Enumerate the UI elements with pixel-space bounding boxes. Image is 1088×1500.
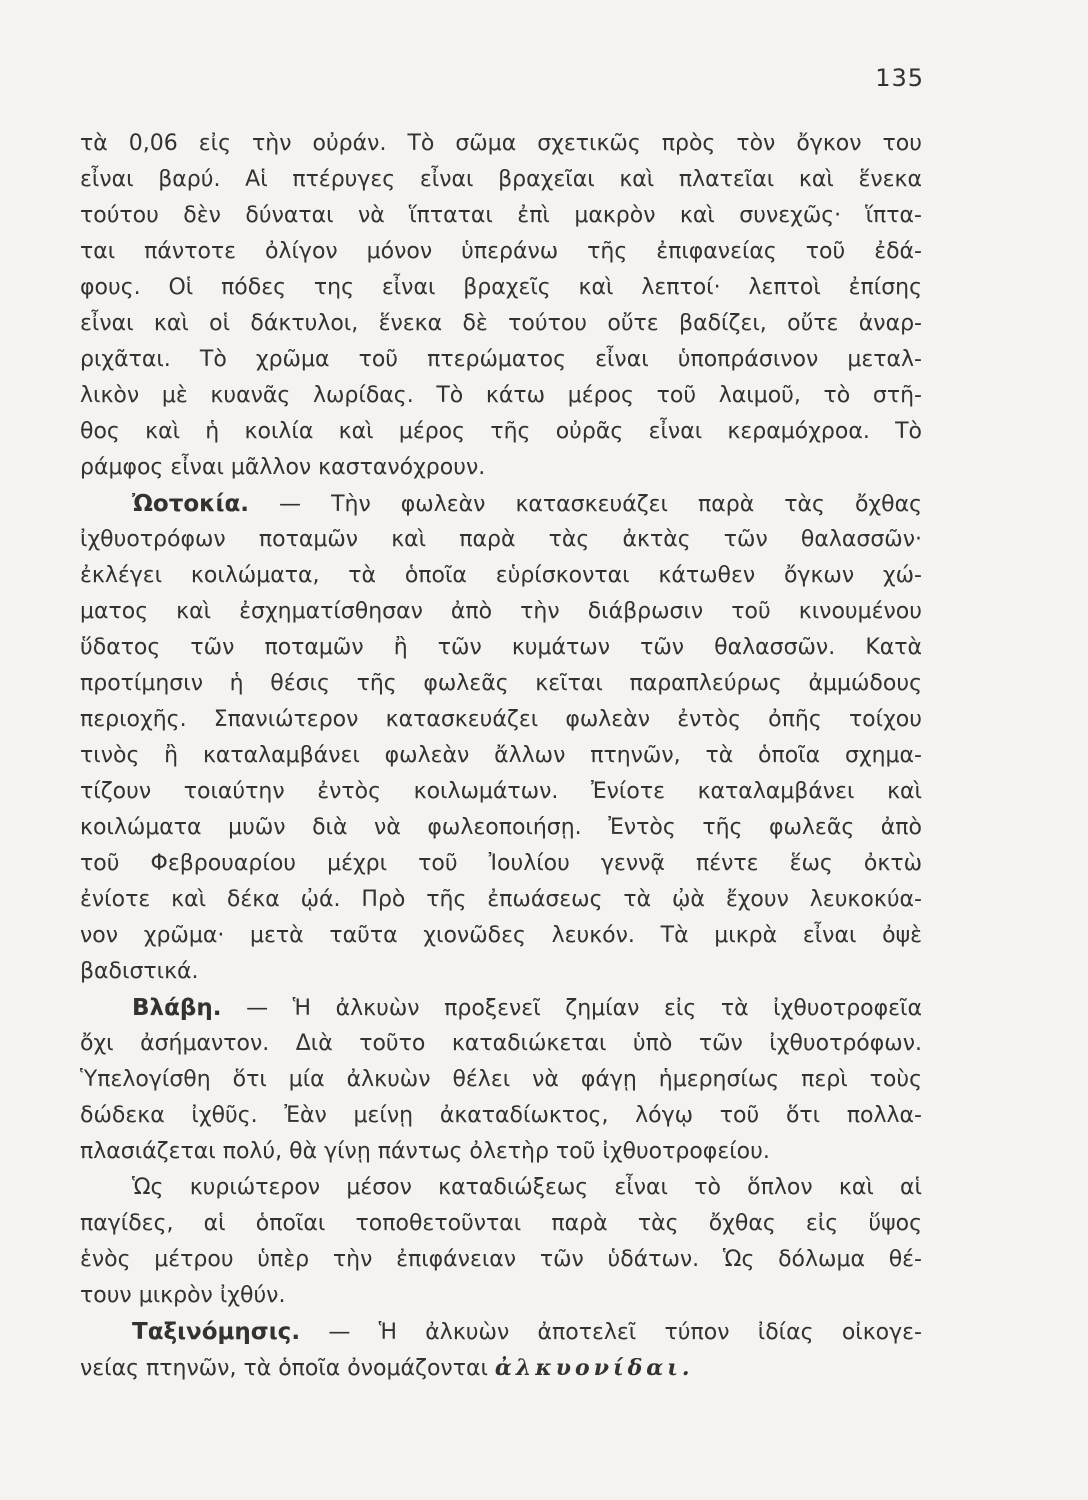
text-line: τινὸς ἢ καταλαμβάνει φωλεὰν ἄλλων πτηνῶν, τὰ ὁποῖα σχημα- bbox=[80, 743, 922, 768]
text-line: νον χρῶμα· μετὰ ταῦτα χιονῶδες λευκόν. Τὰ μικρὰ εἶναι ὀψὲ bbox=[80, 923, 922, 948]
text-run: νείας πτηνῶν, τὰ ὁποῖα ὀνομάζονται bbox=[80, 1356, 495, 1381]
text-line: ράμφος εἶναι μᾶλλον καστανόχρουν. bbox=[80, 455, 486, 480]
section-heading-classification: Ταξινόμησις. bbox=[132, 1319, 301, 1345]
text-line: εἶναι καὶ οἱ δάκτυλοι, ἕνεκα δὲ τούτου οὔτε βαδίζει, οὔτε ἀναρ- bbox=[80, 311, 922, 336]
text-line: ματος καὶ ἐσχηματίσθησαν ἀπὸ τὴν διάβρωσιν τοῦ κινουμένου bbox=[80, 599, 922, 624]
text-run: — Τὴν φωλεὰν κατασκευάζει παρὰ τὰς ὄχθας bbox=[249, 492, 922, 517]
text-line: περιοχῆς. Σπανιώτερον κατασκευάζει φωλεὰν ἐντὸς ὀπῆς τοίχου bbox=[80, 707, 922, 732]
text-line: τούτου δὲν δύναται νὰ ἵπταται ἐπὶ μακρὸν καὶ συνεχῶς· ἵπτα- bbox=[80, 203, 922, 228]
text-run: — Ἡ ἀλκυὼν ἀποτελεῖ τύπον ἰδίας οἰκογε- bbox=[300, 1320, 922, 1345]
section-heading-damage: Βλάβη. bbox=[132, 995, 222, 1021]
text-line: Ὡς κυριώτερον μέσον καταδιώξεως εἶναι τὸ ὅπλον καὶ αἱ bbox=[132, 1175, 922, 1200]
text-line: εἶναι βαρύ. Αἱ πτέρυγες εἶναι βραχεῖαι καὶ πλατεῖαι καὶ ἕνεκα bbox=[80, 167, 922, 192]
text-line: ἰχθυοτρόφων ποταμῶν καὶ παρὰ τὰς ἀκτὰς τῶν θαλασσῶν· bbox=[80, 527, 922, 552]
section-first-line bbox=[80, 1314, 922, 1350]
text-line: βαδιστικά. bbox=[80, 959, 199, 984]
text-line: ἐκλέγει κοιλώματα, τὰ ὁποῖα εὑρίσκονται κάτωθεν ὄγκων χώ- bbox=[80, 563, 922, 588]
text-line: ται πάντοτε ὀλίγον μόνον ὑπεράνω τῆς ἐπιφανείας τοῦ ἐδά- bbox=[80, 239, 922, 264]
text-line: θος καὶ ἡ κοιλία καὶ μέρος τῆς οὐρᾶς εἶναι κεραμόχροα. Τὸ bbox=[80, 419, 922, 444]
text-line: λικὸν μὲ κυανᾶς λωρίδας. Τὸ κάτω μέρος τοῦ λαιμοῦ, τὸ στῆ- bbox=[80, 383, 922, 408]
text-line: ἑνὸς μέτρου ὑπὲρ τὴν ἐπιφάνειαν τῶν ὑδάτων. Ὡς δόλωμα θέ- bbox=[80, 1247, 922, 1272]
text-line: τὰ 0,06 εἰς τὴν οὐράν. Τὸ σῶμα σχετικῶς πρὸς τὸν ὄγκον του bbox=[80, 131, 922, 156]
page-body bbox=[80, 126, 922, 1386]
text-line: πλασιάζεται πολύ, θὰ γίνῃ πάντως ὀλετὴρ τοῦ ἰχθυοτροφείου. bbox=[80, 1139, 770, 1164]
page-number: 135 bbox=[875, 64, 924, 92]
text-line: φους. Οἱ πόδες της εἶναι βραχεῖς καὶ λεπτοί· λεπτοὶ ἐπίσης bbox=[80, 275, 922, 300]
text-line: τοῦ Φεβρουαρίου μέχρι τοῦ Ἰουλίου γεννᾷ πέντε ἕως ὀκτὼ bbox=[80, 851, 922, 876]
text-line: ὕδατος τῶν ποταμῶν ἢ τῶν κυμάτων τῶν θαλασσῶν. Κατὰ bbox=[80, 635, 922, 660]
text-line: τουν μικρὸν ἰχθύν. bbox=[80, 1283, 286, 1308]
text-line: κοιλώματα μυῶν διὰ νὰ φωλεοποιήσῃ. Ἐντὸς τῆς φωλεᾶς ἀπὸ bbox=[80, 815, 922, 840]
text-run: — Ἡ ἀλκυὼν προξενεῖ ζημίαν εἰς τὰ ἰχθυοτροφεῖα bbox=[221, 996, 922, 1021]
family-name: ἀλκυονίδαι. bbox=[494, 1355, 694, 1381]
text-line: δώδεκα ἰχθῦς. Ἐὰν μείνῃ ἀκαταδίωκτος, λόγῳ τοῦ ὅτι πολλα- bbox=[80, 1103, 922, 1128]
text-line: τίζουν τοιαύτην ἐντὸς κοιλωμάτων. Ἐνίοτε καταλαμβάνει καὶ bbox=[80, 779, 922, 804]
section-heading-oviposition: Ὠοτοκία. bbox=[132, 491, 250, 517]
text-line: παγίδες, αἱ ὁποῖαι τοποθετοῦνται παρὰ τὰς ὄχθας εἰς ὕψος bbox=[80, 1211, 922, 1236]
text-line: ὄχι ἀσήμαντον. Διὰ τοῦτο καταδιώκεται ὑπὸ τῶν ἰχθυοτρόφων. bbox=[80, 1031, 922, 1056]
text-line: Ὑπελογίσθη ὅτι μία ἀλκυὼν θέλει νὰ φάγῃ ἡμερησίως περὶ τοὺς bbox=[80, 1067, 922, 1092]
section-first-line bbox=[80, 486, 922, 522]
text-line: ριχᾶται. Τὸ χρῶμα τοῦ πτερώματος εἶναι ὑποπράσινον μεταλ- bbox=[80, 347, 922, 372]
text-line bbox=[80, 1350, 922, 1386]
section-first-line bbox=[80, 990, 922, 1026]
text-line: προτίμησιν ἡ θέσις τῆς φωλεᾶς κεῖται παραπλεύρως ἀμμώδους bbox=[80, 671, 922, 696]
text-line: ἐνίοτε καὶ δέκα ᾠά. Πρὸ τῆς ἐπωάσεως τὰ ᾠὰ ἔχουν λευκοκύα- bbox=[80, 887, 922, 912]
